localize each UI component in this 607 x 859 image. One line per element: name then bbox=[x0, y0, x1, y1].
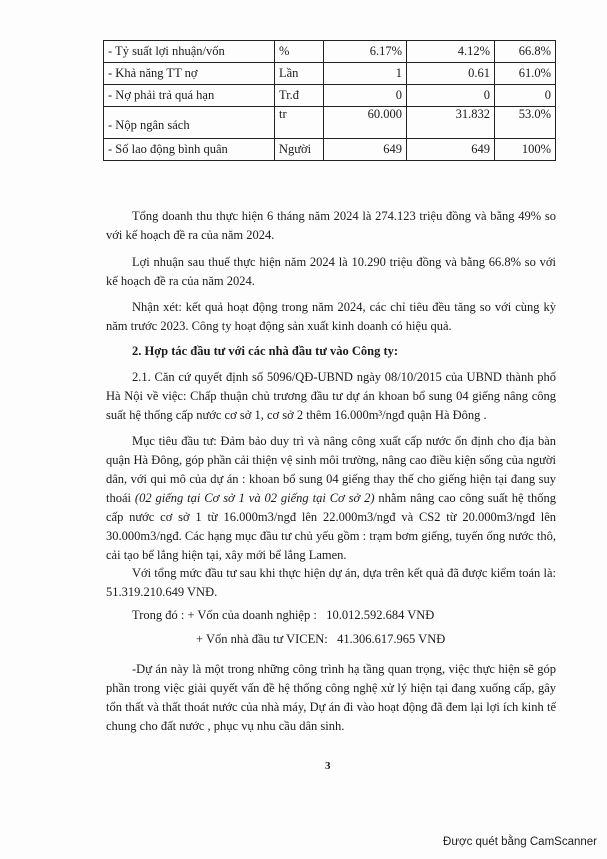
row-value-1: 0 bbox=[324, 85, 407, 107]
table-row bbox=[104, 107, 556, 139]
capital-line-investor bbox=[196, 632, 445, 647]
capital-value: 10.012.592.684 VNĐ bbox=[326, 608, 435, 622]
decision-paragraph: 2.1. Căn cứ quyết định số 5096/QĐ-UBND ngày 08/10/2015 của UBND thành phố Hà Nội về việc: Chấp thuận chủ trương đầu tư dự án khoan bổ sung 04 giếng nâng công suất hệ thống cấp nước cơ sở 1, cơ sở 2 thêm 16.000m³/ngđ quận Hà Đông . bbox=[106, 370, 556, 422]
row-label: - Nộp ngân sách bbox=[104, 107, 275, 139]
goal-text-c: nhằm nâng cao công suất hệ thống cấp nước cơ sở 1 từ 16.000m3/ngđ lên 22.000m3/ngđ và CS2 từ 20.000m3/ngđ lên 30.000m3/ngđ. Các hạng mục đầu tư chủ yếu gồm : trạm bơm giếng, tuyến ống nước thô, cải tạo bể lắng hiện tại, xây mới bể lắng Lamen. bbox=[106, 491, 556, 562]
total-investment-paragraph: Với tổng mức đầu tư sau khi thực hiện dự án, dựa trên kết quả đã được kiểm toán là: 51.319.210.649 VNĐ. bbox=[106, 566, 556, 599]
row-value-2: 4.12% bbox=[407, 41, 495, 63]
row-value-3: 53.0% bbox=[495, 107, 556, 139]
row-value-1: 1 bbox=[324, 63, 407, 85]
row-value-2: 649 bbox=[407, 139, 495, 161]
row-value-2: 31.832 bbox=[407, 107, 495, 139]
remark-paragraph: Nhận xét: kết quả hoạt động trong năm 2024, các chỉ tiêu đều tăng so với cùng kỳ năm trước 2023. Công ty hoạt động sản xuất kinh doanh có hiệu quả. bbox=[106, 300, 556, 333]
indicators-table bbox=[103, 40, 556, 161]
table-row bbox=[104, 85, 556, 107]
row-value-2: 0.61 bbox=[407, 63, 495, 85]
row-value-3: 61.0% bbox=[495, 63, 556, 85]
row-unit: tr bbox=[275, 107, 324, 139]
row-unit: Lần bbox=[275, 63, 324, 85]
profit-paragraph: Lợi nhuận sau thuế thực hiện năm 2024 là 10.290 triệu đồng và bằng 66.8% so với kế hoạch đề ra của năm 2024. bbox=[106, 255, 556, 288]
goal-text-italic: (02 giếng tại Cơ sở 1 và 02 giếng tại Cơ sở 2) bbox=[134, 491, 375, 505]
capital-line-enterprise bbox=[132, 608, 434, 623]
section-heading: 2. Hợp tác đầu tư với các nhà đầu tư vào Công ty: bbox=[132, 344, 399, 358]
capital-value: 41.306.617.965 VNĐ bbox=[337, 632, 446, 646]
row-unit: Người bbox=[275, 139, 324, 161]
table-row bbox=[104, 63, 556, 85]
row-value-3: 0 bbox=[495, 85, 556, 107]
capital-label: Trong đó : + Vốn của doanh nghiệp : bbox=[132, 608, 317, 622]
row-value-3: 100% bbox=[495, 139, 556, 161]
row-value-2: 0 bbox=[407, 85, 495, 107]
scanner-watermark: Được quét bằng CamScanner bbox=[443, 836, 597, 848]
goal-text-a: Mục tiêu đầu tư: Đảm bảo duy trì và nâng công xuất cấp nước ổn định cho địa bàn quận Hà Đông, góp phần cải thiện vệ sinh môi trường, nâng cao điều kiện sống của người dân, với qui mô của dự án : khoan bổ sung 04 giếng thay thế cho giếng hiện tại đang suy thoái bbox=[106, 434, 556, 505]
table-row bbox=[104, 139, 556, 161]
row-value-1: 6.17% bbox=[324, 41, 407, 63]
row-unit: Tr.đ bbox=[275, 85, 324, 107]
row-value-1: 60.000 bbox=[324, 107, 407, 139]
page-number: 3 bbox=[325, 760, 331, 772]
capital-label: + Vốn nhà đầu tư VICEN: bbox=[196, 632, 328, 646]
row-label: - Nợ phải trả quá hạn bbox=[104, 85, 275, 107]
row-label: - Tỷ suất lợi nhuận/vốn bbox=[104, 41, 275, 63]
row-label: - Số lao động bình quân bbox=[104, 139, 275, 161]
row-label: - Khả năng TT nợ bbox=[104, 63, 275, 85]
row-value-1: 649 bbox=[324, 139, 407, 161]
project-impact-paragraph: -Dự án này là một trong những công trình hạ tầng quan trọng, việc thực hiện sẽ góp phần trong việc giải quyết vấn đề hệ thống công nghệ xử lý hiện tại đang xuống cấp, gây tổn thất và thất thoát nước của nhà máy, Dự án đi vào hoạt động đã đem lại lợi ích kinh tế chung cho đất nước , phục vụ nhu cầu dân sinh. bbox=[106, 662, 556, 733]
row-unit: % bbox=[275, 41, 324, 63]
table-row bbox=[104, 41, 556, 63]
investment-goal-paragraph bbox=[106, 432, 556, 565]
row-value-3: 66.8% bbox=[495, 41, 556, 63]
revenue-paragraph: Tổng doanh thu thực hiện 6 tháng năm 2024 là 274.123 triệu đồng và bằng 49% so với kế hoạch đề ra của năm 2024. bbox=[106, 209, 556, 242]
